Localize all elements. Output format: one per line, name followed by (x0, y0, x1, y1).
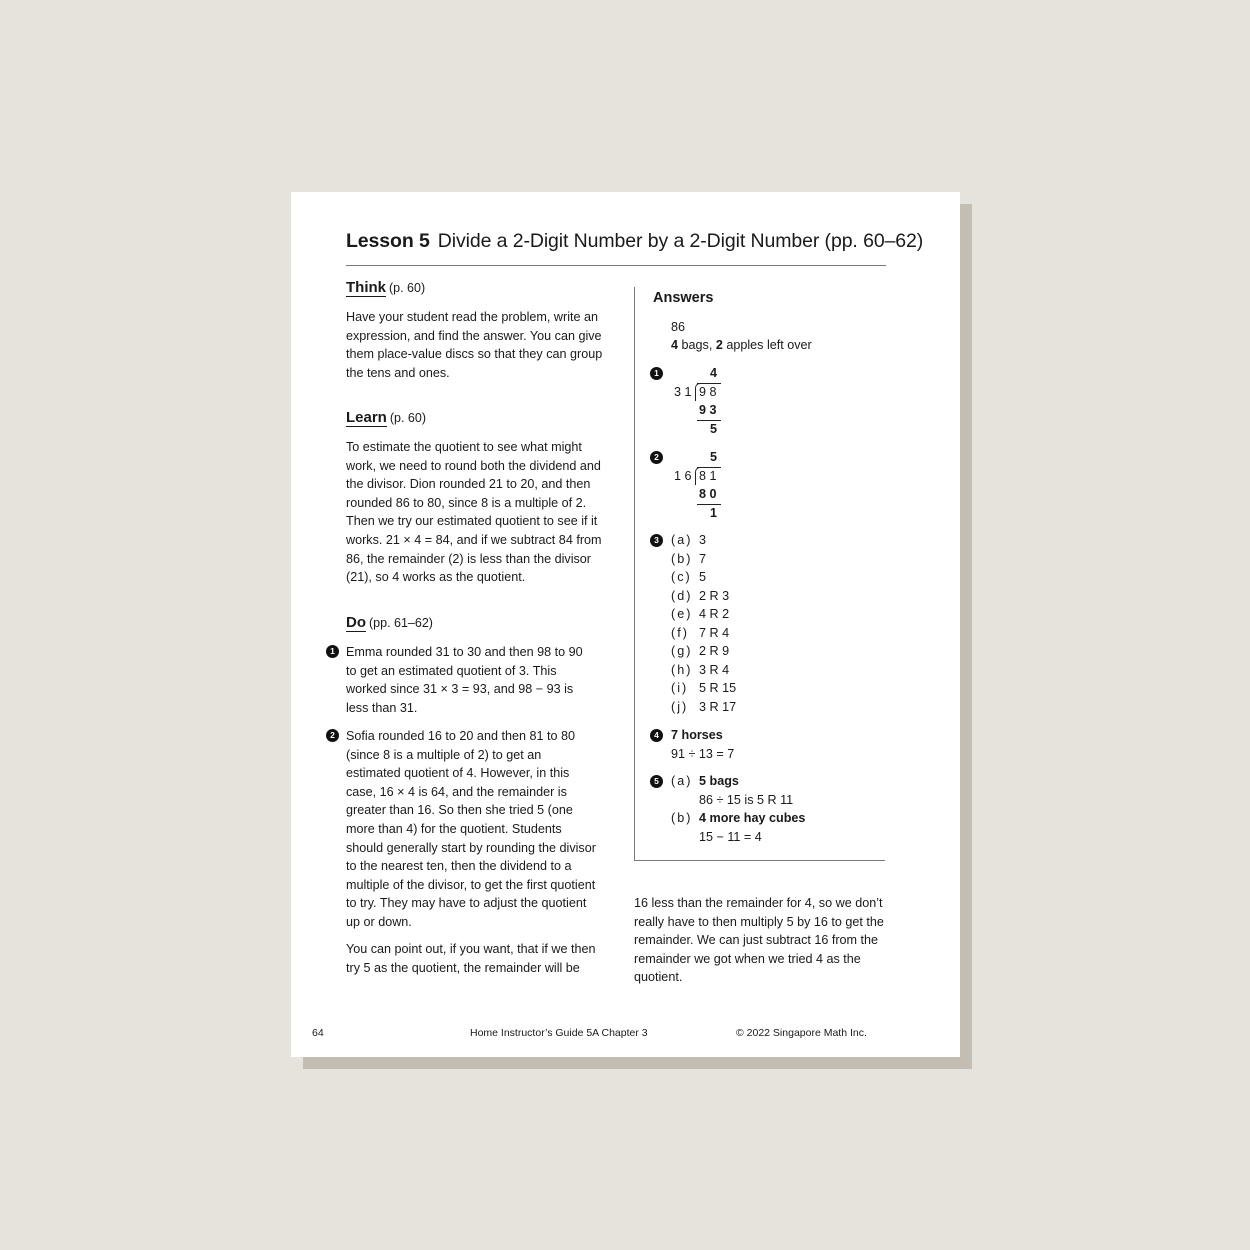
think-ref: (p. 60) (389, 281, 426, 295)
answer-3c-label: (c) (671, 570, 692, 584)
answer-learn (671, 336, 812, 355)
answer-2-number: 2 (650, 451, 663, 464)
answer-4-answer (671, 726, 723, 745)
answer-3c (671, 568, 706, 587)
answer-learn-mid: bags, (678, 338, 716, 352)
think-heading (346, 279, 425, 296)
answer-3j-value: 3 R 17 (699, 700, 737, 714)
do-item-1-number: 1 (326, 645, 339, 658)
answer-5-number: 5 (650, 775, 663, 788)
answer-3e-label: (e) (671, 607, 693, 621)
answer-1-quotient (710, 364, 717, 383)
answer-1-product (699, 401, 717, 420)
answer-3b (671, 550, 706, 569)
learn-paragraph: To estimate the quotient to see what might work, we need to round both the dividend and the divisor. Dion rounded 21 to 20, and then rounded 86 to 80, since 8 is a multiple of 2. Then we try our estimated quotient to see if it works. 21 × 4 = 84, and if we subtract 84 from 86, the remainder (2) is less than the divisor (21), so 4 works as the quotient. (346, 440, 602, 585)
answer-3a (671, 531, 706, 550)
do-item-2-number: 2 (326, 729, 339, 742)
answer-2-remainder (710, 504, 717, 523)
answers-heading: Answers (653, 290, 714, 306)
footer-page-number: 64 (312, 1027, 324, 1039)
think-heading-word: Think (346, 279, 386, 296)
answer-2-product-value: 8 0 (699, 487, 717, 501)
answer-3-number: 3 (650, 534, 663, 547)
answer-3b-value: 7 (699, 552, 707, 566)
answer-3c-value: 5 (699, 570, 707, 584)
lesson-title: Divide a 2-Digit Number by a 2-Digit Number (pp. 60–62) (437, 230, 924, 252)
do-ref: (pp. 61–62) (369, 616, 433, 630)
answer-learn-apples: 2 (715, 338, 723, 352)
answer-3g-label: (g) (671, 644, 693, 658)
answer-3h-value: 3 R 4 (699, 663, 730, 677)
answer-3g (671, 642, 729, 661)
answer-1-remainder (710, 420, 717, 439)
answer-5a (671, 772, 739, 791)
answer-5b-work: 15 − 11 = 4 (699, 830, 762, 844)
answers-border-left (634, 287, 635, 860)
answer-3j (671, 698, 736, 717)
footer-copyright: © 2022 Singapore Math Inc. (736, 1027, 867, 1039)
lesson-label: Lesson 5 (346, 230, 430, 252)
answer-3h (671, 661, 729, 680)
do-heading (346, 614, 433, 631)
answer-3h-label: (h) (671, 663, 693, 677)
answer-2-divisor: 1 6 (674, 469, 692, 483)
answer-4-number: 4 (650, 729, 663, 742)
answers-border-bottom (634, 860, 885, 861)
do-item-2-continued: You can point out, if you want, that if we then try 5 as the quotient, the remainder will be (346, 942, 596, 975)
answer-4-work: 91 ÷ 13 = 7 (671, 747, 735, 761)
title-divider (346, 265, 886, 266)
learn-ref: (p. 60) (389, 411, 426, 425)
answer-2-quotient (710, 448, 717, 467)
answer-3i-value: 5 R 15 (699, 681, 737, 695)
answer-3d-label: (d) (671, 589, 693, 603)
answer-3a-value: 3 (699, 533, 707, 547)
answer-2-product (699, 485, 717, 504)
answer-3j-label: (j) (671, 700, 689, 714)
answer-1-dividend: 9 8 (699, 385, 717, 399)
answer-5b-answer: 4 more hay cubes (699, 811, 806, 825)
answer-1-quotient-value: 4 (710, 366, 718, 380)
do-item-1-text: Emma rounded 31 to 30 and then 98 to 90 to get an estimated quotient of 3. This worked since 31 × 3 = 93, and 98 − 93 is less than 31. (346, 645, 583, 715)
learn-heading-word: Learn (346, 409, 387, 426)
answer-3a-label: (a) (671, 533, 693, 547)
answer-1-number: 1 (650, 367, 663, 380)
do-item-2-continued-column-2: 16 less than the remainder for 4, so we don’t really have to then multiply 5 by 16 to get the remainder. We can just subtract 16 from the remainder we got when we tried 4 as the quotient. (634, 896, 884, 985)
footer-book-title: Home Instructor’s Guide 5A Chapter 3 (470, 1027, 648, 1039)
answer-3e-value: 4 R 2 (699, 607, 730, 621)
answer-1-divisor: 3 1 (674, 385, 692, 399)
learn-heading (346, 409, 426, 426)
answer-5a-label: (a) (671, 774, 693, 788)
answer-3f (671, 624, 729, 643)
answer-5a-work: 86 ÷ 15 is 5 R 11 (699, 793, 794, 807)
answer-3i-label: (i) (671, 681, 689, 695)
answer-1-subtract-line (697, 420, 721, 421)
answer-3i (671, 679, 736, 698)
answer-3b-label: (b) (671, 552, 693, 566)
answer-3f-value: 7 R 4 (699, 626, 730, 640)
answer-4-answer-value: 7 horses (671, 728, 723, 742)
answer-3e (671, 605, 729, 624)
answer-5b-label: (b) (671, 811, 693, 825)
answer-learn-bags: 4 (671, 338, 679, 352)
answer-1-product-value: 9 3 (699, 403, 717, 417)
answer-3g-value: 2 R 9 (699, 644, 730, 658)
answer-3d (671, 587, 729, 606)
answer-2-subtract-line (697, 504, 721, 505)
page-title (346, 230, 923, 253)
answer-1-remainder-value: 5 (710, 422, 718, 436)
do-item-2-text: Sofia rounded 16 to 20 and then 81 to 80 (since 8 is a multiple of 2) to get an estimated quotient of 4. However, in this case, 16 × 4 is 64, and the remainder is greater than 16. So then she tried 5 (one more than 4) for the quotient. Students should generally start by rounding the divisor to the nearest ten, then the dividend to a multiple of the divisor, to get the first quotient to try. They may have to adjust the quotient up or down. (346, 729, 596, 929)
do-heading-word: Do (346, 614, 366, 631)
answer-5a-answer: 5 bags (699, 774, 739, 788)
answer-3f-label: (f) (671, 626, 689, 640)
answer-learn-end: apples left over (722, 338, 812, 352)
answer-2-remainder-value: 1 (710, 506, 718, 520)
answer-5b (671, 809, 805, 828)
answer-3d-value: 2 R 3 (699, 589, 730, 603)
answer-think: 86 (671, 320, 686, 334)
answer-2-quotient-value: 5 (710, 450, 718, 464)
answer-2-dividend: 8 1 (699, 469, 717, 483)
document-page (291, 192, 960, 1057)
think-paragraph: Have your student read the problem, write an expression, and find the answer. You can give them place-value discs so that they can group the tens and ones. (346, 310, 603, 380)
